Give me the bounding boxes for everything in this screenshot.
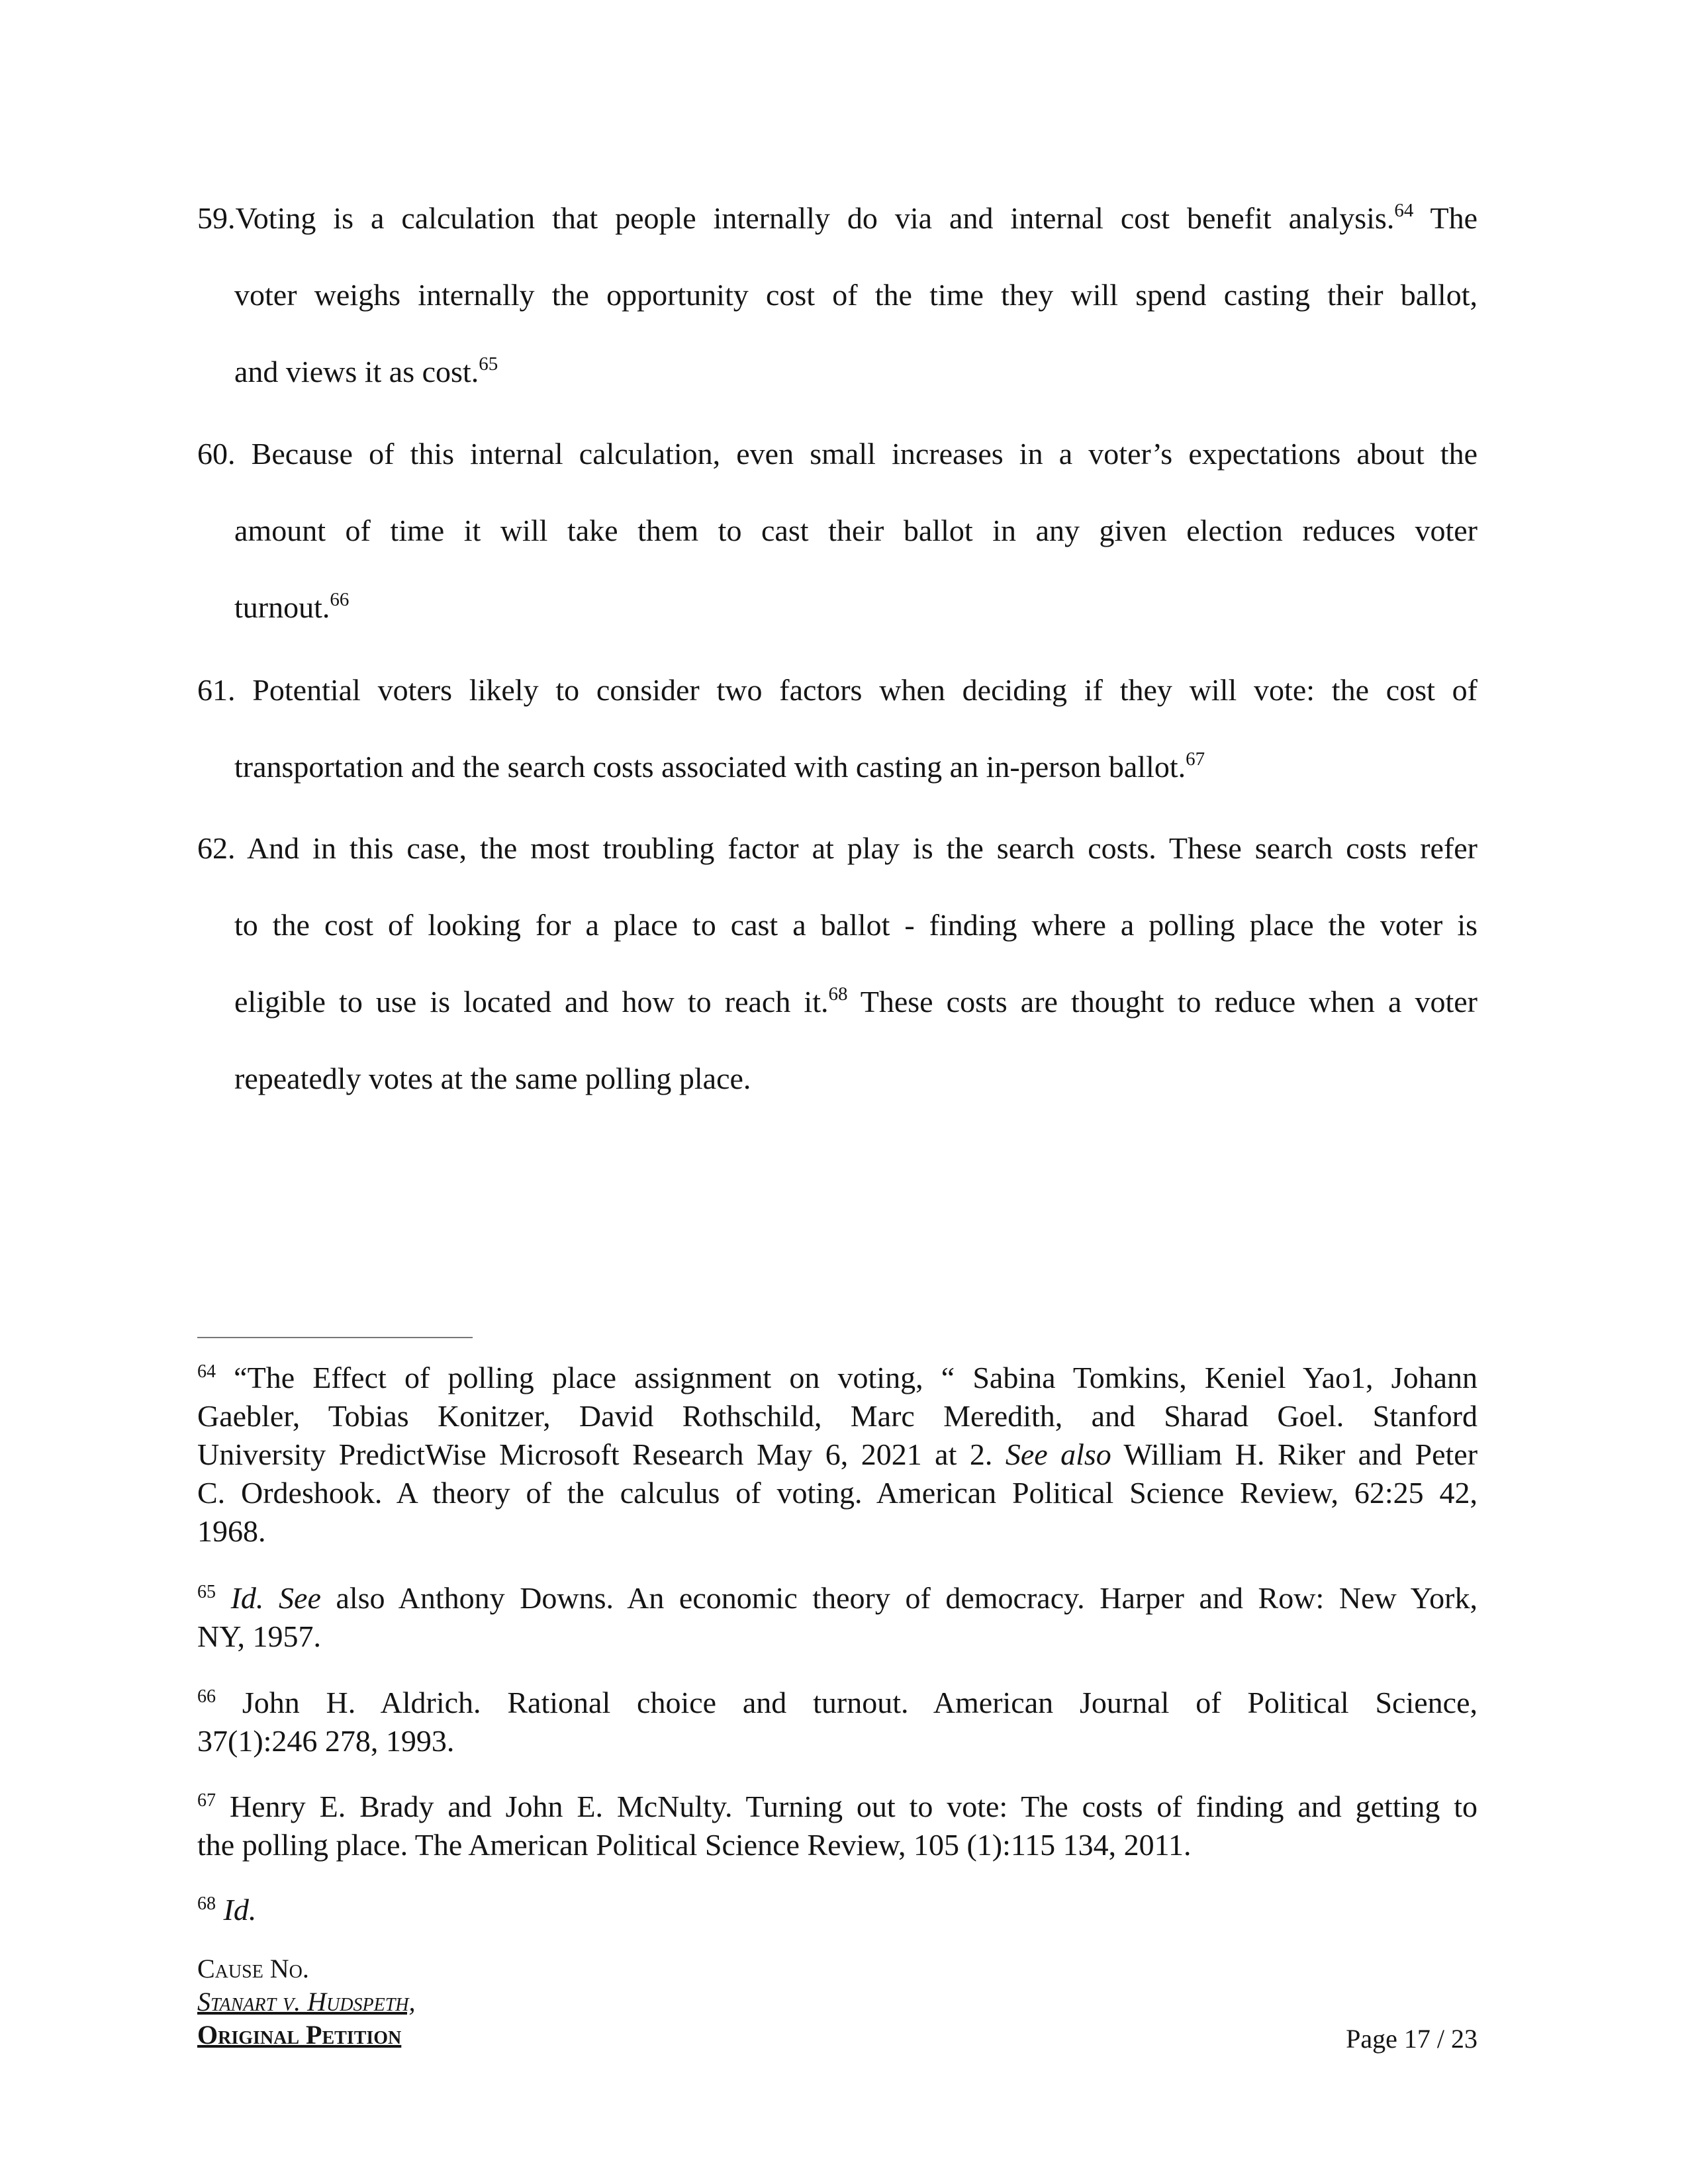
footnote-line: 1968. (197, 1514, 266, 1548)
paragraph-line: to the cost of looking for a place to cast a ballot - finding where a polling place the voter is (234, 908, 1477, 942)
footnote-ref-65[interactable]: 65 (479, 353, 498, 375)
paragraph-60 (197, 416, 1477, 646)
paragraph-line: repeatedly votes at the same polling place. (234, 1062, 751, 1095)
footnote-number: 67 (197, 1790, 216, 1811)
paragraph-line: 62. And in this case, the most troubling factor at play is the search costs. These search costs refer (197, 831, 1477, 865)
paragraph-line: voter weighs internally the opportunity cost of the time they will spend casting their ballot, (234, 278, 1477, 312)
footnote-line: University PredictWise Microsoft Research May 6, 2021 at 2. See also William H. Riker and Peter (197, 1437, 1478, 1471)
footnote-number: 65 (197, 1582, 216, 1602)
footnote-68 (197, 1891, 1477, 1929)
paragraph-line: amount of time it will take them to cast their ballot in any given election reduces voter (234, 514, 1477, 547)
footnote-number: 64 (197, 1361, 216, 1382)
document-title: Original Petition (197, 2020, 402, 2050)
footnote-line: $^{64}$ “The Effect of polling place assignment on voting, “ Sabina Tomkins, Keniel Yao1, Johann (197, 1361, 1477, 1394)
footnote-separator (197, 1337, 473, 1338)
footnote-line: $^{66}$ John H. Aldrich. Rational choice and turnout. American Journal of Political Science, (197, 1686, 1477, 1719)
paragraph-line: 59.Voting is a calculation that people internally do via and internal cost benefit analysis.$^{64}$ The (197, 200, 1477, 235)
footnote-ref-66[interactable]: 66 (330, 589, 350, 610)
footnote-number: 66 (197, 1686, 216, 1707)
footnote-line: $^{67}$ Henry E. Brady and John E. McNulty. Turning out to vote: The costs of finding and getting to (197, 1790, 1477, 1823)
cause-number: Cause No. (197, 1954, 309, 1983)
footnote-line: $^{68}$ Id. (197, 1893, 257, 1927)
page-number: Page 17 / 23 (1346, 2024, 1477, 2054)
footnote-line: the polling place. The American Political Science Review, 105 (1):115 134, 2011. (197, 1828, 1192, 1862)
footer-case-info (197, 1952, 415, 2052)
footnote-ref-68[interactable]: 68 (828, 983, 848, 1005)
paragraph-62 (197, 810, 1477, 1117)
footnote-number: 68 (197, 1893, 216, 1914)
footnote-65 (197, 1579, 1477, 1656)
footnote-ref-64[interactable]: 64 (1394, 200, 1414, 221)
footnote-66 (197, 1684, 1477, 1760)
paragraph-61 (197, 652, 1477, 805)
paragraph-line: eligible to use is located and how to reach it.$^{68}$ These costs are thought to reduce when a voter (234, 983, 1478, 1019)
footnote-line: C. Ordeshook. A theory of the calculus of voting. American Political Science Review, 62:25 42, (197, 1476, 1477, 1510)
footnote-line: 37(1):246 278, 1993. (197, 1724, 455, 1758)
footnote-ref-67[interactable]: 67 (1186, 749, 1205, 770)
footnote-line: NY, 1957. (197, 1619, 322, 1653)
paragraph-line: transportation and the search costs associated with casting an in-person ballot.$^{67}$ (234, 749, 1205, 784)
paragraph-line: 61. Potential voters likely to consider two factors when deciding if they will vote: the cost of (197, 673, 1477, 707)
footnote-line: $^{65}$ Id. See also Anthony Downs. An economic theory of democracy. Harper and Row: New York, (197, 1581, 1477, 1615)
paragraph-line: turnout.$^{66}$ (234, 589, 350, 624)
paragraph-59 (197, 180, 1477, 410)
paragraph-line: 60. Because of this internal calculation, even small increases in a voter’s expectations about the (197, 437, 1477, 471)
case-title: Stanart v. Hudspeth, (197, 1987, 416, 2017)
footnote-64 (197, 1359, 1477, 1551)
footnote-67 (197, 1788, 1477, 1864)
paragraph-line: and views it as cost.$^{65}$ (234, 353, 498, 388)
footnote-line: Gaebler, Tobias Konitzer, David Rothschild, Marc Meredith, and Sharad Goel. Stanford (197, 1399, 1477, 1433)
